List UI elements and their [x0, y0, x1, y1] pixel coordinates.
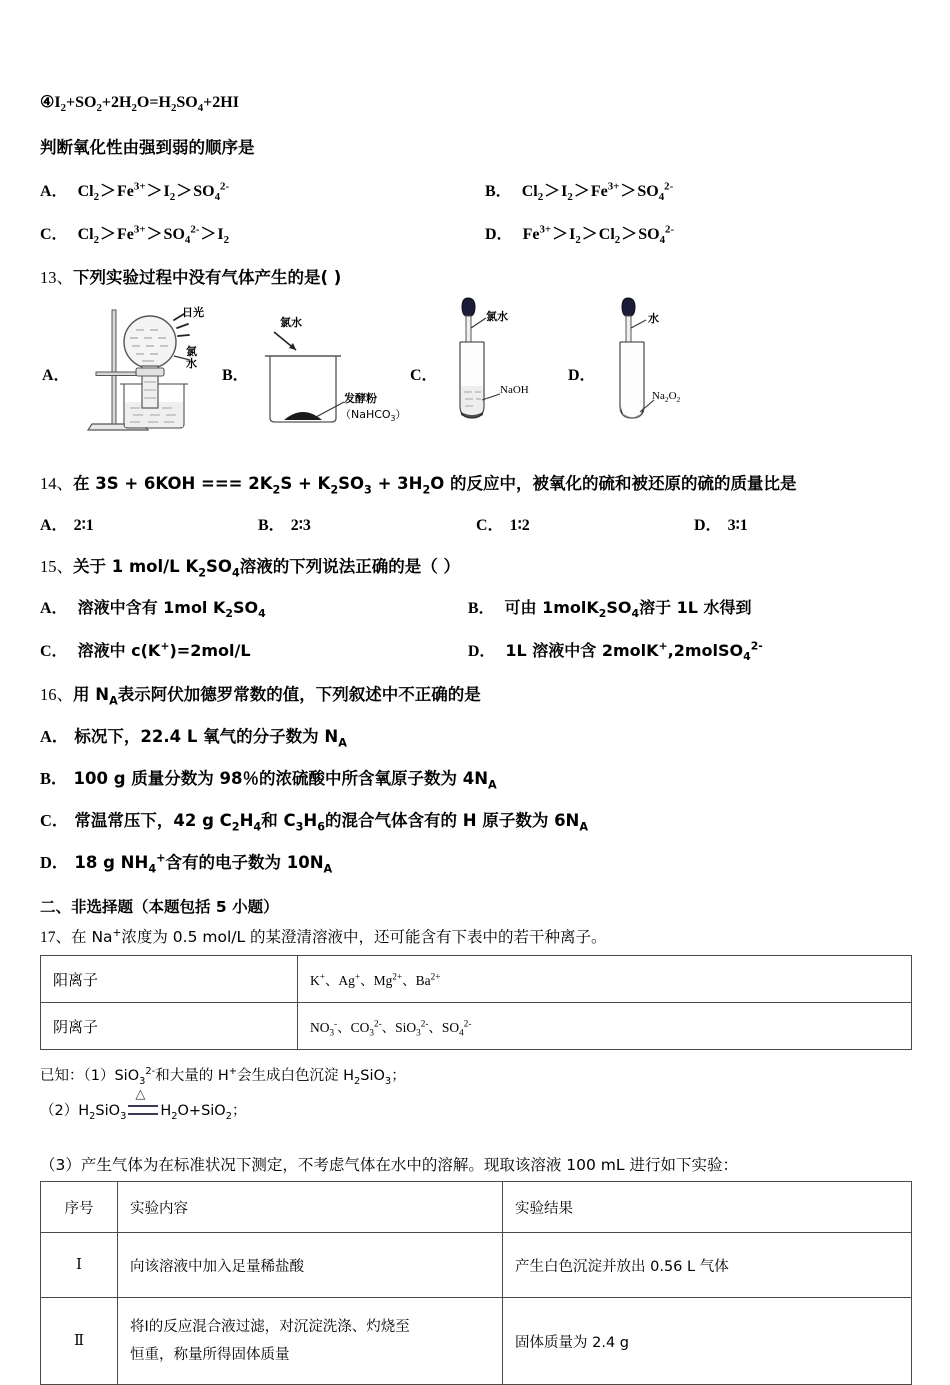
q14-option-c-text: 1∶2: [509, 517, 530, 534]
exp-table-row2-content-line1: 将Ⅰ的反应混合液过滤，对沉淀洗涤、灼烧至: [130, 1318, 410, 1335]
q15-stem: 关于 1 mol/L $K_2SO_4$溶液的下列说法正确的是（ ）: [73, 557, 461, 580]
exp-table-header-result: [503, 1182, 912, 1233]
q15-option-b[interactable]: [450, 595, 904, 621]
q14-option-a-text: 2∶1: [73, 517, 94, 534]
q16-option-c-text: 常温常压下，42 g $C_2H_4$和 $C_3H_6$的混合气体含有的 H 原子数为 $6N_A$: [74, 811, 589, 834]
q13-figure-c-letter: C．: [410, 367, 438, 384]
q12-option-a-label: A．: [40, 183, 68, 200]
exp-table-row2-no: Ⅱ: [41, 1298, 118, 1385]
section-2-heading: 二、非选择题（本题包括 5 小题）: [40, 898, 279, 916]
q13-figure-b-label-chlorine-water: 氯水: [280, 316, 302, 329]
exp-table-header-no-text: 序号: [64, 1200, 94, 1217]
exp-table-row2-result-text: 固体质量为 2.4 g: [515, 1334, 629, 1351]
q15-option-d-label: D．: [467, 643, 496, 660]
q15-option-a-text: 溶液中含有 1mol $K_2SO_4$: [77, 598, 266, 621]
q13-figure-b-letter: B．: [222, 367, 249, 384]
exp-table-row2-content-line2: 恒重，称量所得固体质量: [130, 1347, 290, 1363]
q16-option-d-label: D．: [40, 853, 69, 872]
q16-option-a-label: A．: [40, 727, 69, 746]
q13-stem: 下列实验过程中没有气体产生的是( ): [73, 268, 342, 287]
q14-option-d-label: D．: [694, 517, 722, 534]
ion-table-cation-value-text: K+、Ag+、$Mg^{2+}$、$Ba^{2+}$: [310, 971, 441, 988]
q12-option-b[interactable]: [467, 178, 912, 204]
table-row: [41, 956, 912, 1003]
q15-option-c[interactable]: [40, 638, 450, 661]
q13-figure-c-label-chlorine-water: 氯水: [486, 310, 508, 323]
q16-option-c-label: C．: [40, 811, 69, 830]
heating-reaction-arrow-icon: [126, 1086, 160, 1116]
q14-number: 14、: [40, 474, 73, 493]
q16-option-d[interactable]: [40, 849, 912, 876]
q14-option-a-label: A．: [40, 517, 68, 534]
q15-number: 15、: [40, 557, 73, 576]
exp-table-row1-content-text: 向该溶液中加入足量稀盐酸: [130, 1258, 304, 1275]
q14-option-b-text: 2∶3: [290, 517, 311, 534]
arrow-bars: [128, 1105, 158, 1115]
q17-known-2-inline: [40, 1086, 247, 1122]
q13-figure-d-label-na2o2: $Na_2O_2$: [652, 390, 681, 405]
q12-option-d-label: D．: [485, 226, 513, 243]
q13-number: 13、: [40, 268, 73, 287]
q14-stem-wrap: [40, 470, 912, 497]
exp-table-header-result-text: 实验结果: [515, 1200, 573, 1217]
q12-option-c-label: C．: [40, 226, 68, 243]
q14-option-a[interactable]: [40, 512, 258, 535]
ion-table: [40, 955, 912, 1050]
q12-option-d-text: $Fe^{3+}>I_2>Cl_2>SO_4^{2-}$: [522, 223, 675, 247]
q13-figure-c: [442, 294, 562, 426]
q15-option-a[interactable]: [40, 595, 450, 621]
q12-option-b-label: B．: [485, 183, 512, 200]
q12-stem: 判断氧化性由强到弱的顺序是: [40, 138, 255, 157]
q12-option-a[interactable]: [40, 178, 467, 204]
q12-equation: [40, 92, 912, 115]
q15-option-c-label: C．: [40, 643, 68, 660]
q15-options-row-cd: [40, 638, 912, 664]
exp-table-header-content-text: 实验内容: [130, 1200, 188, 1217]
q12-option-a-text: $Cl_2>Fe^{3+}>I_2>SO_4^{2-}$: [77, 180, 230, 204]
exp-table-header-content: [118, 1182, 503, 1233]
q16-option-c[interactable]: [40, 807, 912, 834]
ion-table-cation-label: [41, 956, 298, 1003]
q13-figure-c-label-naoh: NaOH: [500, 384, 529, 396]
q12-option-b-text: $Cl_2>I_2>Fe^{3+}>SO_4^{2-}$: [521, 180, 674, 204]
exp-table-row1-result-text: 产生白色沉淀并放出 0.56 L 气体: [515, 1258, 729, 1275]
q16-option-a[interactable]: [40, 723, 912, 750]
test-tube-dropper-na2o2-icon: [602, 294, 722, 426]
exp-table-row2-content: [118, 1298, 503, 1385]
table-row: [41, 1003, 912, 1050]
q16-option-a-text: 标况下，22.4 L 氧气的分子数为 $N_A$: [74, 727, 347, 750]
q17-known-3: （3）产生气体为在标准状况下测定，不考虑气体在水中的溶解。现取该溶液 100 mL 进行如下实验：: [40, 1156, 738, 1174]
table-header-row: [41, 1182, 912, 1233]
q17-known-2-suffix: $H_2O+SiO_2$；: [160, 1103, 247, 1122]
q13-figure-d-letter: D．: [568, 367, 596, 384]
delta-symbol: △: [135, 1086, 146, 1102]
page-content: [40, 92, 912, 1385]
q14-option-d-text: 3∶1: [727, 517, 748, 534]
exp-table-header-no: [41, 1182, 118, 1233]
q13-figure-a: [78, 298, 218, 438]
q12-equation-text: $④I_2+SO_2+2H_2O=H_2SO_4+2HI$: [40, 94, 239, 115]
ion-table-cation-value: [298, 956, 912, 1003]
q15-option-d[interactable]: [450, 638, 904, 664]
q16-option-b-label: B．: [40, 769, 68, 788]
q13-figure-a-label-sunlight: 日光: [182, 306, 204, 319]
q14-option-b[interactable]: [258, 512, 476, 535]
q16-stem: 用 $N_A$表示阿伏加德罗常数的值，下列叙述中不正确的是: [73, 685, 481, 708]
q12-options-row-cd: [40, 221, 912, 247]
q13-figure-d: [602, 294, 722, 426]
q17-known-2: [40, 1086, 912, 1133]
q14-stem: 在 3S + 6KOH === $2K_2S + K_2SO_3 + 3H_2O$ 的反应中，被氧化的硫和被还原的硫的质量比是: [73, 474, 797, 497]
q12-option-d[interactable]: [467, 221, 912, 247]
q12-option-c[interactable]: [40, 221, 467, 247]
q14-option-d[interactable]: [694, 512, 912, 535]
q13-stem-wrap: [40, 264, 912, 288]
exp-table-row1-result: [503, 1233, 912, 1298]
q16-number: 16、: [40, 685, 73, 704]
q15-stem-wrap: [40, 553, 912, 580]
q13-figure-a-letter: A．: [42, 367, 70, 384]
ion-table-anion-value-text: $NO_3^-$、$CO_3^{2-}$、SiO$_3^{2-}$、$SO_4^{2-}$: [310, 1018, 472, 1038]
experiment-table: [40, 1181, 912, 1385]
q15-option-b-text: 可由 $1molK_2SO_4$溶于 1L 水得到: [504, 598, 752, 621]
ion-table-anion-value: [298, 1003, 912, 1050]
q13-figure-d-label-water: 水: [648, 312, 659, 325]
q15-option-c-text: 溶液中 c(K+)=2mol/L: [77, 639, 251, 660]
exp-table-row1-content: [118, 1233, 503, 1298]
q15-option-d-text: 1L 溶液中含 2molK+,2molSO$_4^{2-}$: [505, 639, 763, 664]
q14-option-c-label: C．: [476, 517, 504, 534]
q13-figure-a-label-chlorine-water: 氯水: [186, 345, 197, 370]
ion-table-anion-label-text: 阴离子: [53, 1017, 99, 1036]
ion-table-anion-label: [41, 1003, 298, 1050]
q17-number: 17、: [40, 929, 72, 946]
exp-table-row2-result: [503, 1298, 912, 1385]
q14-option-b-label: B．: [258, 517, 285, 534]
q13-figure-b-label-powder-formula: （NaHCO$_3$）: [340, 408, 407, 424]
q14-options: [40, 512, 912, 535]
q16-option-b[interactable]: [40, 765, 912, 792]
exp-table-row1-no: Ⅰ: [41, 1233, 118, 1298]
q13-figure-band: [40, 294, 912, 442]
q16-stem-wrap: [40, 681, 912, 708]
q13-figure-b: [258, 318, 408, 430]
q17-stem: 在 Na+浓度为 0.5 mol/L 的某澄清溶液中，还可能含有下表中的若干种离子。: [71, 926, 607, 946]
q17-stem-wrap: [40, 925, 912, 947]
q12-options-row-ab: [40, 178, 912, 204]
q17-known-1: 已知：（1）SiO$_3^{2-}$和大量的 H+会生成白色沉淀 $H_2SiO_3$；: [40, 1066, 406, 1087]
q16-option-d-text: 18 g $NH_4^+$含有的电子数为 $10N_A$: [74, 851, 333, 876]
q16-option-b-text: 100 g 质量分数为 98％的浓硫酸中所含氧原子数为 $4N_A$: [73, 769, 497, 792]
q15-options-row-ab: [40, 595, 912, 621]
table-row: [41, 1233, 912, 1298]
table-row: [41, 1298, 912, 1385]
q15-option-a-label: A．: [40, 600, 68, 617]
q15-option-b-label: B．: [467, 600, 495, 617]
q14-option-c[interactable]: [476, 512, 694, 535]
ion-table-cation-label-text: 阳离子: [53, 970, 99, 989]
q13-figure-b-label-powder: 发酵粉: [344, 392, 377, 405]
q12-option-c-text: $Cl_2>Fe^{3+}>SO_4^{2-}>I_2$: [77, 223, 230, 247]
q17-known-2-prefix: $(2)H_2SiO_3$: [40, 1103, 127, 1122]
